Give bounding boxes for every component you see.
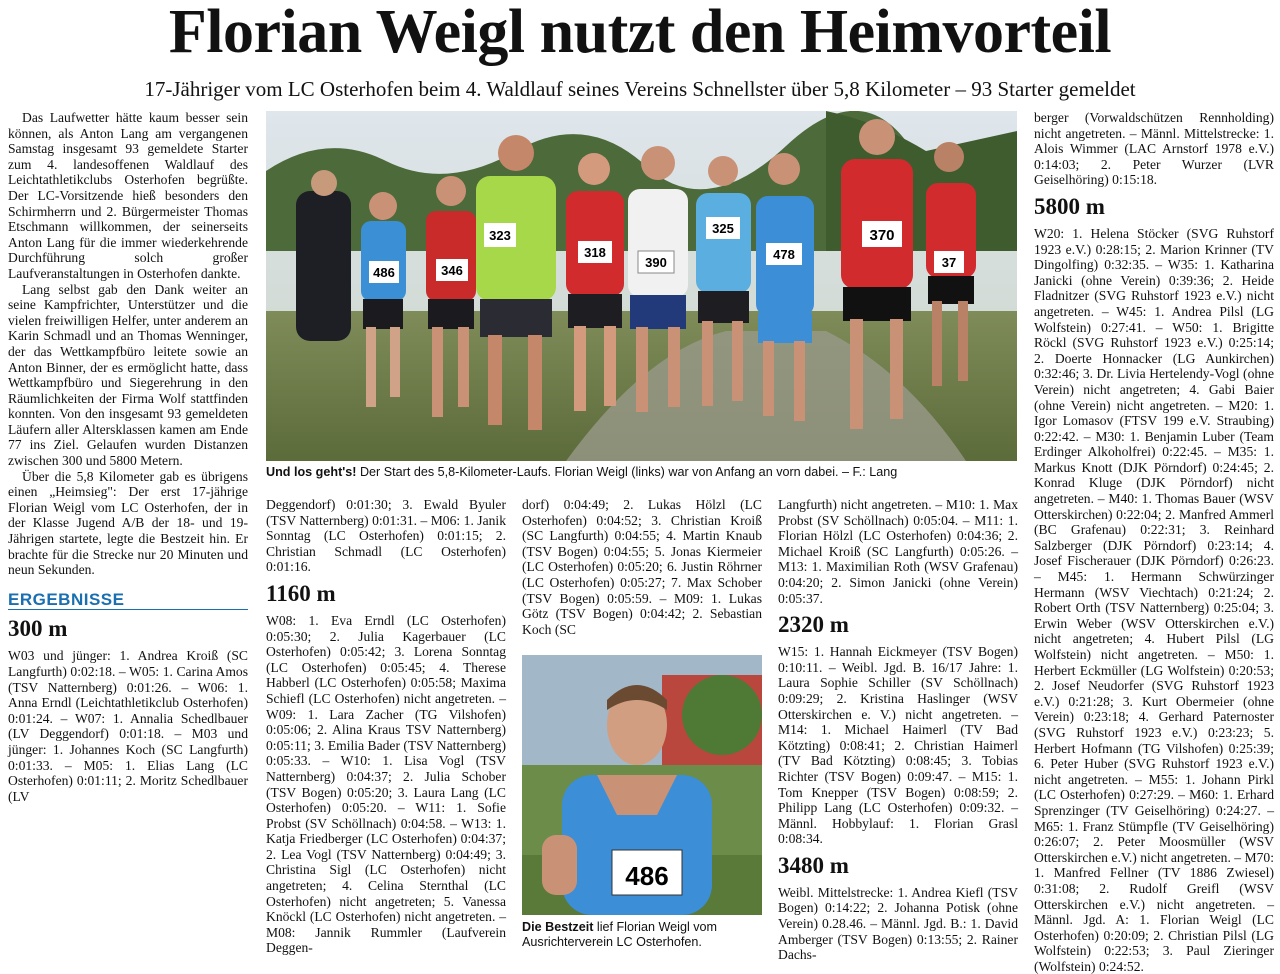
article-paragraph: Das Laufwetter hätte kaum besser sein können, als Anton Lang am vergangenen Samstag insgesamt 93 gemeldete Starter zum 4. landesoffenen Waldlauf des Leichtathletikclubs Osterhofen begrüßte. Der LC-Vorsitzende hieß besonders den Schirmherrn und 2. Bürgermeister Thomas Etschmann willkommen, der seinerseits Anton Lang für die immer wiederkehrende Durchführung solch großer Laufveranstaltungen in Osterhofen dankte.	[8, 110, 248, 281]
section-1160m: 1160 m	[266, 580, 336, 606]
bib-number: 486	[373, 265, 395, 280]
results-text: Langfurth) nicht angetreten. – M10: 1. Max Probst (SV Schöllnach) 0:05:04. – M11: 1. Florian Hölzl (LC Osterhofen) 0:04:36; 2. Michael Kroiß (SC Langfurth) 0:05:26. – M13: 1. Maximilian Roth (WSV Grafenau) 0:04:20; 2. Simon Janicki (ohne Verein) 0:05:37.	[778, 497, 1018, 606]
bib-number: 318	[584, 245, 606, 260]
race-start-caption	[266, 465, 1017, 480]
results-text: W08: 1. Eva Erndl (LC Osterhofen) 0:05:30; 2. Julia Kagerbauer (LC Osterhofen) 0:05:42; 3. Lorena Sonntag (LC Osterhofen) 0:05:45; 4. Therese Habberl (LC Osterhofen) 0:05:58; Maxima Schiefl (LC Osterhofen) nicht angetreten. – W09: 1. Lara Zacher (TG Vilshofen) 0:05:06; 2. Alina Kraus TSV Natternberg) 0:05:11; 3. Emilia Bader (TSV Natternberg) 0:05:33. – W10: 1. Lisa Vogl (TSV Natternberg) 0:04:37; 2. Julia Schober (TSV Bogen) 0:05:20; 3. Laura Lang (LC Osterhofen) 0:05:20. – W11: 1. Sofie Probst (SV Schöllnach) 0:04:58. – W13: 1. Katja Friedberger (LC Osterhofen) 0:04:37; 2. Lea Vogl (TSV Natternberg) 0:04:49; 3. Christina Sigl (LC Osterhofen) nicht angetreten; 4. Celina Sternthal (LC Osterhofen) nicht angetreten; 5. Vanessa Knöckl (LC Osterhofen) nicht angetreten. – M08: Jannik Rummler (Laufverein Deggen-	[266, 612, 506, 956]
headline: Florian Weigl nutzt den Heimvorteil	[168, 0, 1112, 66]
bib-number: 346	[441, 263, 463, 278]
winner-photo	[522, 655, 762, 915]
article-paragraph: Lang selbst gab den Dank weiter an seine Kampfrichter, Unterstützer und die vielen freiwilligen Helfer, unter anderem an Karin Schmadl und an Thomas Wenninger, der das Wettkampfbüro leitete sowie an Anton Binner, der es ermöglicht hatte, dass Wettkampfbüro und Siegerehrung in den Räumlichkeiten der Firma Wolf stattfinden konnten. Von den insgesamt 93 gemeldeten Läufern aller Altersklassen kamen am Ende 77 ins Ziel. Gelaufen wurden Distanzen zwischen 300 und 5800 Metern.	[8, 281, 248, 469]
column-5	[1034, 110, 1274, 974]
section-3480m: 3480 m	[778, 852, 849, 878]
winner-caption	[522, 920, 764, 950]
bib-number: 323	[489, 228, 511, 243]
section-2320m: 2320 m	[778, 612, 849, 638]
bib-number: 37	[941, 255, 957, 270]
column-3	[522, 497, 762, 637]
bib-number: 486	[625, 861, 669, 891]
results-text: W20: 1. Helena Stöcker (SVG Ruhstorf 1923 e.V.) 0:28:15; 2. Marion Krinner (TV Dingolfing) 0:32:35. – W35: 1. Katharina Janicki (ohne Verein) 0:39:36; 2. Heide Fladnitzer (SVG Ruhstorf 1923 e.V.) nicht angetreten. – W45: 1. Andrea Pilsl (LG Wolfstein) 0:27:41. – W50: 1. Brigitte Röckl (SVG Ruhstorf 1923 e.V.) 0:25:14; 2. Doerte Honnacker (LG Aunkirchen) 0:32:46; 3. Dr. Livia Hertelendy-Vogl (ohne Verein) nicht angetreten; 4. Gabi Baier (ohne Verein) nicht angetreten. – M20: 1. Igor Lomasov (FTSV 199 e.V. Straubing) 0:22:42. – M30: 1. Benjamin Luber (Team Erdinger Alkoholfrei) 0:22:45. – M35: 1. Markus Knott (DJK Pörndorf) 0:24:45; 2. Konrad Kluge (DJK Pörndorf) nicht angetreten. – M40: 1. Thomas Bauer (WSV Otterskirchen) 0:22:04; 2. Manfred Ammerl (BC Grafenau) 0:22:31; 3. Reinhard Salzberger (DJK Pörndorf) 0:23:14; 4. Josef Fischerauer (DJK Pörndorf) 0:26:23. – M45: 1. Hermann Schwürzinger Hermann (WSV Viechtach) 0:21:24; 2. Robert Orth (TSV Natternberg) 0:25:04; 3. Erwin Weber (WSV Otterskirchen e.V.) nicht angetreten; 4. Hubert Pilsl (LG Wolfstein) nicht angetreten. – M50: 1. Herbert Eckmüller (LG Wolfstein) 0:20:53; 2. Josef Neudorfer (SVG Ruhstorf 1923 e.V.) 0:21:28; 3. Kurt Obermeier (ohne Verein) 0:23:18; 4. Gerhard Paternoster (SVG Ruhstorf 1923 e.V.) 0:23:23; 5. Herbert Hofmann (TG Vilshofen) 0:25:39; 6. Peter Huber (SVG Ruhstorf 1923 e.V.) nicht angetreten. – M55: 1. Johann Pirkl (LC Osterhofen) 0:27:29. – M60: 1. Erhard Sprenzinger (TV Geiselhöring) 0:24:27. – M65: 1. Franz Stümpfle (TV Geiselhöring) 0:26:07; 2. Peter Moosmüller (WSV Otterskirchen e.V.) nicht angetreten. – M70: 1. Manfred Fellner (TV 1886 Zwiesel) 0:31:08; 2. Rudolf Greifl (WSV Otterskirchen e.V.) nicht angetreten. – Männl. Jgd. A: 1. Florian Weigl (LC Osterhofen) 0:20:09; 2. Christian Pilsl (LG Wolfstein) 0:22:53; 3. Paul Zieringer (Wolfstein) 0:24:52.	[1034, 225, 1274, 974]
section-300m: 300 m	[8, 616, 68, 642]
results-text: Weibl. Mittelstrecke: 1. Andrea Kiefl (TSV Bogen) 0:14:22; 2. Johanna Potisk (ohne Verein) 0.28.46. – Männl. Jgd. B.: 1. David Amberger (TSV Bogen) 0:13:55; 2. Rainer Dachs-	[778, 884, 1018, 963]
article-paragraph: Über die 5,8 Kilometer gab es übrigens einen „Heimsieg": Der erst 17-jährige Florian Weigl vom LC Osterhofen, der in der Klasse Jugend A/B der 18- und 19-Jährigen startete, legte die Bestzeit hin. Er brachte für die Strecke nur 20 Minuten und neun Sekunden.	[8, 468, 248, 578]
column-2	[266, 497, 506, 956]
results-heading: ERGEBNISSE	[8, 592, 248, 611]
caption-text: Der Start des 5,8-Kilometer-Laufs. Florian Weigl (links) war von Anfang an vorn dabei. – F.: Lang	[356, 465, 898, 479]
bib-number: 325	[712, 221, 734, 236]
column-4	[778, 497, 1018, 963]
race-start-illustration	[266, 111, 1017, 461]
caption-lead: Und los geht's!	[266, 465, 357, 479]
results-text: dorf) 0:04:49; 2. Lukas Hölzl (LC Osterhofen) 0:04:52; 3. Christian Kroiß (SC Langfurth) 0:04:55; 4. Martin Knaub (TSV Bogen) 0:04:55; 5. Jonas Kiermeier (LC Osterhofen) 0:05:20; 6. Justin Röhrner (LC Osterhofen) 0:05:27; 7. Max Schober (TSV Bogen) 0:05:59. – M09: 1. Lukas Götz (TSV Bogen) 0:04:42; 2. Sebastian Koch (SC	[522, 497, 762, 637]
race-start-photo	[266, 111, 1017, 461]
results-text: W03 und jünger: 1. Andrea Kroiß (SC Langfurth) 0:02:18. – W05: 1. Carina Amos (TSV Natternberg) 0:01:26. – W06: 1. Anna Erndl (Leichtathletikclub Osterhofen) 0:01:24. – W07: 1. Annalia Schedlbauer (LV Deggendorf) 0:01:18. – M03 und jünger: 1. Johannes Koch (SC Langfurth) 0:01:33. – M05: 1. Elias Lang (LC Osterhofen) 0:01:11; 2. Moritz Schedlbauer (LV	[8, 648, 248, 804]
column-1	[8, 110, 248, 804]
results-text: berger (Vorwaldschützen Rennholding) nicht angetreten. – Männl. Mittelstrecke: 1. Alois Wimmer (LAC Arnstorf 1978 e.V.) 0:14:03; 2. Peter Wurzer (LVR Geiselhöring) 0:15:18.	[1034, 110, 1274, 188]
section-5800m: 5800 m	[1034, 193, 1105, 219]
caption-text: lief Florian Weigl vom Ausrichterverein LC Osterhofen.	[522, 920, 718, 949]
results-text: W15: 1. Hannah Eickmeyer (TSV Bogen) 0:10:11. – Weibl. Jgd. B. 16/17 Jahre: 1. Laura Sophie Schiller (SV Schöllnach) 0:09:29; 2. Kristina Haslinger (WSV Otterskirchen e. V.) nicht angetreten. – M14: 1. Michael Haimerl (TV Bad Kötzting) 0:08:41; 2. Christian Haimerl (TV Bad Kötzting) 0:08:45; 3. Tobias Richter (TSV Bogen) 0:09:47. – M15: 1. Tom Knepper (TSV Bogen) 0:08:59; 2. Philipp Lang (LC Osterhofen) 0:09:32. – Männl. Hobbylauf: 1. Florian Grasl 0:08:34.	[778, 644, 1018, 847]
bib-number: 370	[869, 227, 895, 244]
results-text: Deggendorf) 0:01:30; 3. Ewald Byuler (TSV Natternberg) 0:01:31. – M06: 1. Janik Sonntag (LC Osterhofen) 0:01:15; 2. Christian Schmadl (LC Osterhofen) 0:01:16.	[266, 497, 506, 575]
caption-lead: Die Bestzeit	[522, 920, 594, 934]
bib-number: 478	[773, 247, 795, 262]
winner-illustration	[522, 655, 762, 915]
subheadline: 17-Jähriger vom LC Osterhofen beim 4. Waldlauf seines Vereins Schnellster über 5,8 Kilometer – 93 Starter gemeldet	[144, 77, 1136, 101]
bib-number: 390	[645, 255, 667, 270]
